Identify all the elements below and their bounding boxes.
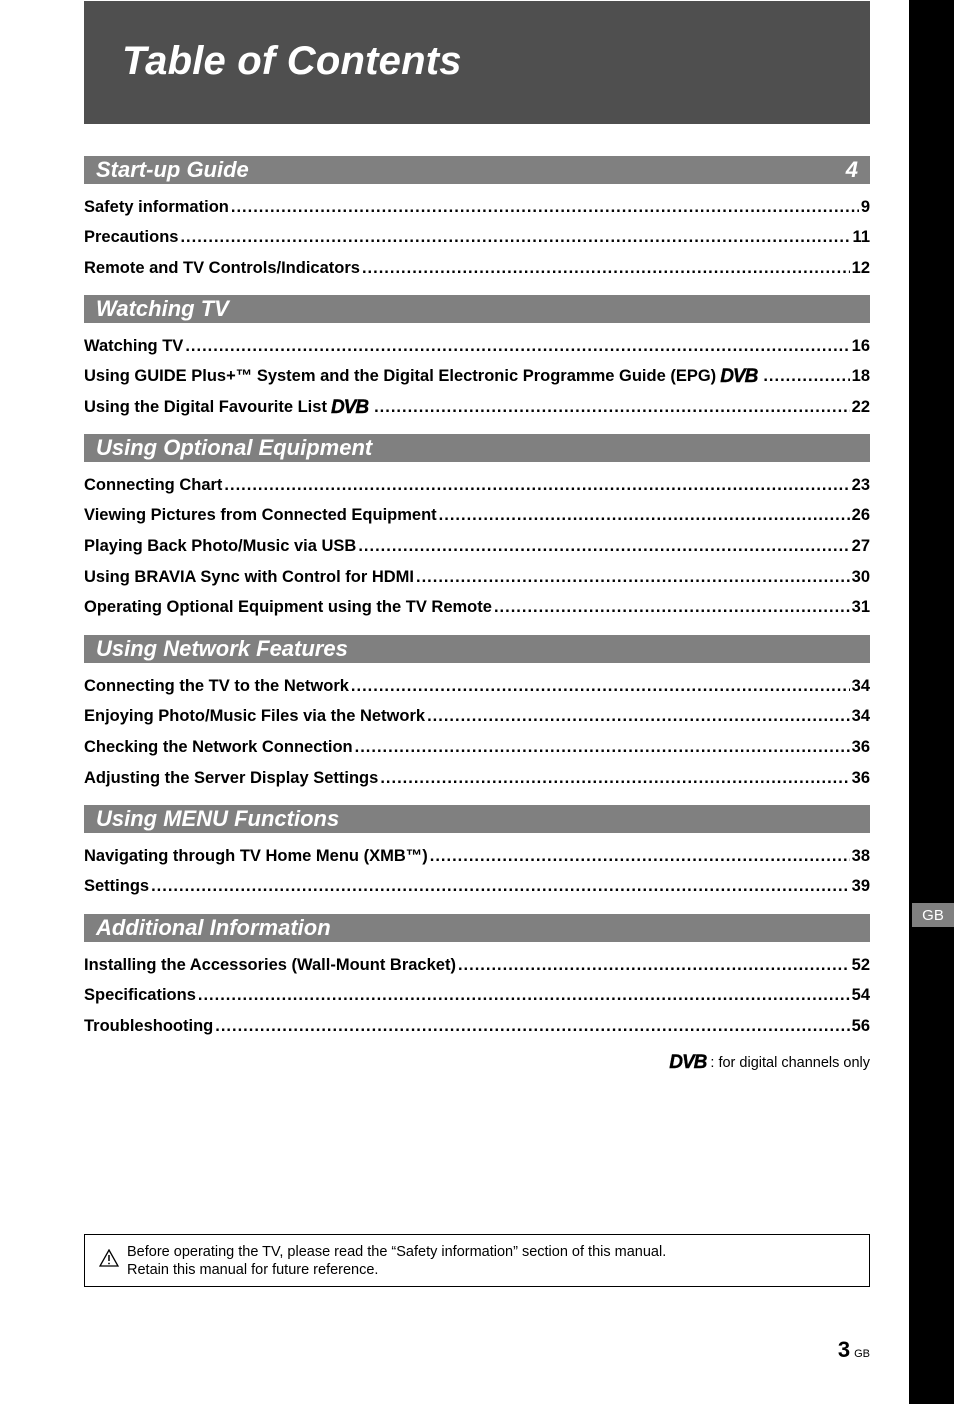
toc-entry-title: Operating Optional Equipment using the TV Remote	[84, 598, 492, 617]
safety-notice	[84, 1234, 870, 1287]
toc-entry-title: Remote and TV Controls/Indicators	[84, 258, 360, 277]
toc-entry-page: 54	[851, 986, 870, 1005]
page-number-value: 3	[837, 1337, 851, 1362]
toc-entry-title: Troubleshooting	[84, 1016, 214, 1035]
section-heading-title: Additional Information	[96, 915, 331, 940]
legend-text: : for digital channels only	[710, 1054, 870, 1071]
toc-entry-page: 56	[851, 1016, 870, 1035]
dot-leader	[416, 568, 850, 587]
toc-entry[interactable]	[84, 331, 870, 362]
toc-entry[interactable]	[84, 592, 870, 623]
toc-section	[84, 434, 870, 623]
toc-entry-page: 11	[852, 228, 870, 247]
toc-section	[84, 295, 870, 423]
notice-line-2: Retain this manual for future reference.	[127, 1262, 379, 1278]
toc-section	[84, 914, 870, 1042]
dot-leader	[180, 228, 850, 247]
section-heading-title: Start-up Guide	[96, 157, 249, 182]
toc-entry[interactable]	[84, 981, 870, 1012]
toc-entry-title: Specifications	[84, 986, 196, 1005]
notice-line-1: Before operating the TV, please read the “Safety information” section of this manual.	[127, 1244, 667, 1260]
dot-leader	[224, 476, 849, 495]
side-bar	[909, 0, 954, 1404]
toc-entry[interactable]	[84, 501, 870, 532]
toc-entry-title: Using the Digital Favourite List	[84, 397, 327, 416]
section-heading	[84, 156, 870, 184]
title-banner	[84, 1, 870, 124]
toc-entry-title: Settings	[84, 877, 150, 896]
toc-entry-title: Installing the Accessories (Wall-Mount Bracket)	[84, 955, 456, 974]
toc-entry-page: 38	[851, 846, 870, 865]
toc-entry[interactable]	[84, 671, 870, 702]
toc-entry-page: 34	[851, 676, 870, 695]
toc-entry[interactable]	[84, 470, 870, 501]
toc-entry[interactable]	[84, 192, 870, 223]
toc-entry-page: 36	[851, 737, 870, 756]
toc-section	[84, 156, 870, 284]
toc-entry-page: 27	[851, 536, 870, 555]
toc-entry-title: Adjusting the Server Display Settings	[84, 768, 379, 787]
dot-leader	[351, 677, 850, 696]
toc-entry-title: Using GUIDE Plus+™ System and the Digital Electronic Programme Guide (EPG)	[84, 367, 717, 386]
page-title: Table of Contents	[122, 39, 462, 83]
dot-leader	[427, 707, 850, 726]
language-tab: GB	[912, 903, 954, 927]
toc-entry[interactable]	[84, 732, 870, 763]
toc-entry-page: 36	[851, 768, 870, 787]
toc-entry-title: Safety information	[84, 197, 229, 216]
dot-leader	[198, 986, 850, 1005]
legend	[665, 1053, 870, 1072]
dvb-logo-icon: DVB	[330, 396, 369, 418]
dot-leader	[380, 769, 849, 788]
dot-leader	[439, 506, 850, 525]
section-heading-page: 4	[845, 157, 858, 182]
toc-entry[interactable]	[84, 392, 870, 423]
toc-entry-page: 34	[851, 707, 870, 726]
toc-entry-page: 16	[851, 336, 870, 355]
section-heading-title: Using MENU Functions	[96, 806, 340, 831]
toc-entry-title: Watching TV	[84, 336, 184, 355]
section-heading-title: Using Network Features	[96, 636, 348, 661]
dot-leader	[430, 847, 850, 866]
toc-entry-title: Using BRAVIA Sync with Control for HDMI	[84, 567, 414, 586]
section-heading-title: Using Optional Equipment	[96, 435, 373, 460]
section-heading	[84, 635, 870, 663]
toc-entry-page: 22	[851, 397, 870, 416]
dvb-logo-icon: DVB	[669, 1052, 707, 1073]
toc-entry-page: 31	[851, 598, 870, 617]
page-number-suffix: GB	[854, 1348, 870, 1360]
toc-entry[interactable]	[84, 763, 870, 794]
section-heading	[84, 914, 870, 942]
toc-entry-title: Enjoying Photo/Music Files via the Network	[84, 707, 426, 726]
dvb-logo-icon: DVB	[720, 366, 758, 388]
dot-leader	[763, 367, 849, 386]
toc-entry-page: 9	[860, 197, 870, 216]
toc-entry[interactable]	[84, 362, 870, 393]
toc-entry[interactable]	[84, 702, 870, 733]
toc-entry[interactable]	[84, 223, 870, 254]
toc-entry-title: Connecting Chart	[84, 475, 223, 494]
dot-leader	[185, 337, 849, 356]
toc-entry-page: 26	[851, 506, 870, 525]
page-number	[838, 1337, 870, 1363]
toc-entry-title: Precautions	[84, 228, 179, 247]
toc-entry-page: 39	[851, 877, 870, 896]
toc-entry-title: Connecting the TV to the Network	[84, 676, 349, 695]
toc-entry-page: 18	[851, 367, 870, 386]
toc-entry[interactable]	[84, 1011, 870, 1042]
toc-entry-title: Navigating through TV Home Menu (XMB™)	[84, 846, 428, 865]
toc-entry-title: Checking the Network Connection	[84, 737, 353, 756]
toc-entry[interactable]	[84, 562, 870, 593]
dot-leader	[231, 198, 859, 217]
toc-entry-page: 30	[851, 567, 870, 586]
toc-entry[interactable]	[84, 872, 870, 903]
toc-section	[84, 635, 870, 793]
toc-entry-page: 52	[851, 955, 870, 974]
dot-leader	[151, 877, 850, 896]
dot-leader	[355, 738, 850, 757]
section-heading	[84, 295, 870, 323]
toc-entry[interactable]	[84, 950, 870, 981]
dot-leader	[494, 598, 850, 617]
toc-entry-title: Viewing Pictures from Connected Equipment	[84, 506, 437, 525]
section-heading	[84, 434, 870, 462]
toc-entry-title: Playing Back Photo/Music via USB	[84, 536, 357, 555]
section-heading	[84, 805, 870, 833]
warning-icon	[99, 1249, 119, 1267]
dot-leader	[358, 537, 849, 556]
dot-leader	[374, 398, 850, 417]
dot-leader	[215, 1017, 849, 1036]
section-heading-title: Watching TV	[96, 296, 229, 321]
dot-leader	[458, 956, 850, 975]
toc-entry[interactable]	[84, 531, 870, 562]
toc-entry-page: 23	[851, 475, 870, 494]
toc-entry[interactable]	[84, 253, 870, 284]
dot-leader	[362, 259, 850, 278]
toc-section	[84, 805, 870, 902]
toc-entry-page: 12	[851, 258, 870, 277]
toc-entry[interactable]	[84, 841, 870, 872]
